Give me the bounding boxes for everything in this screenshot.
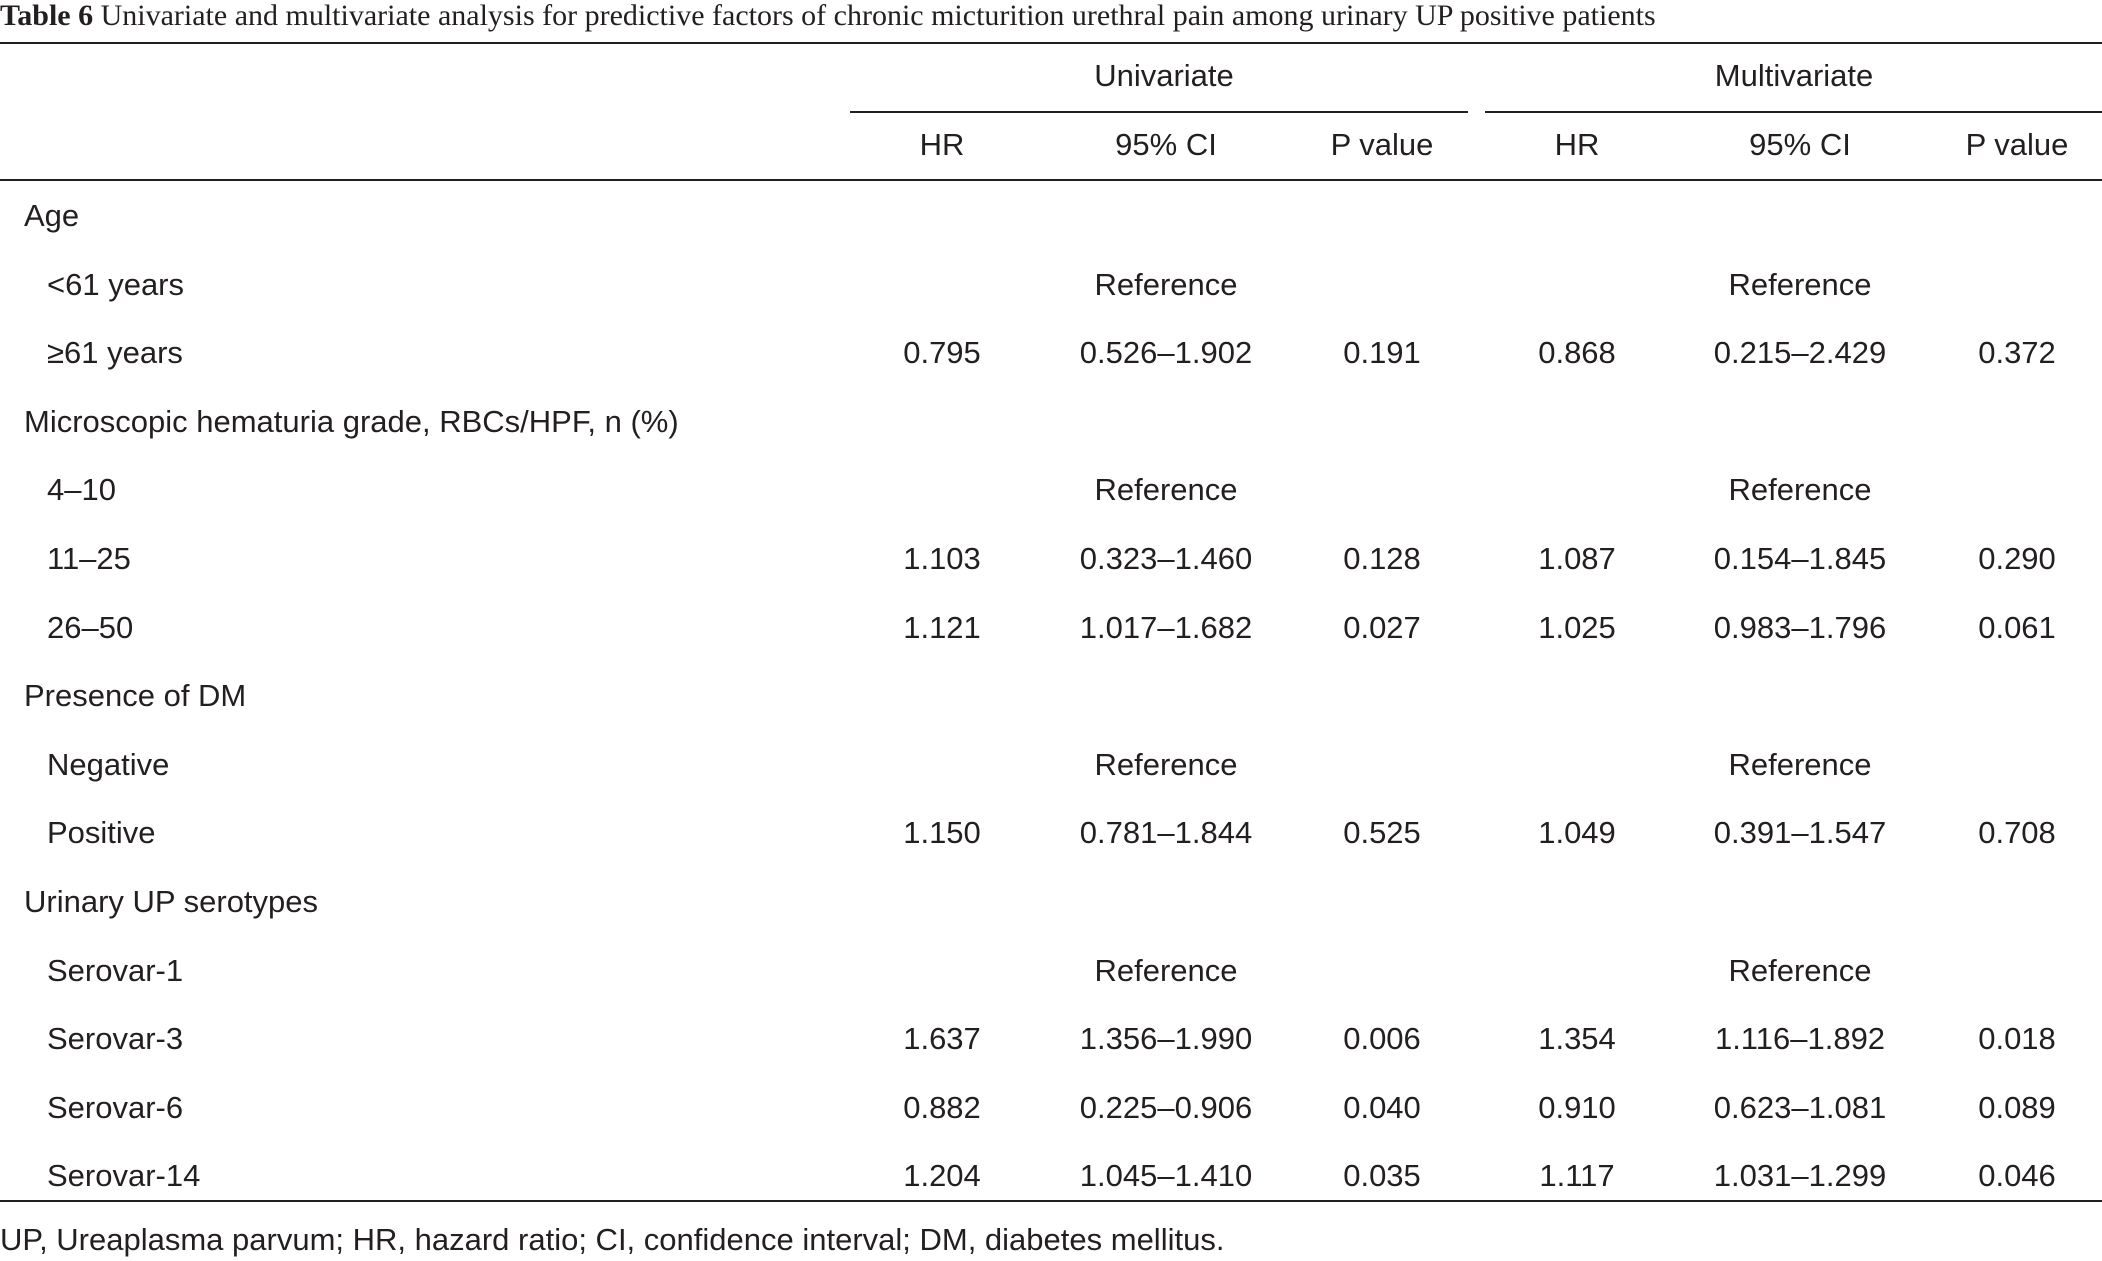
cell-uni-hr: 0.795 <box>903 335 981 370</box>
cell-uni-hr: 1.121 <box>903 610 981 645</box>
cell-uni-hr: 1.637 <box>903 1021 981 1056</box>
category-label: Presence of DM <box>24 678 247 713</box>
cell-multi-p: 0.372 <box>1978 335 2056 370</box>
row-label: 4–10 <box>47 472 116 507</box>
table-bottom-rule <box>0 1200 2102 1202</box>
multivariate-group-header: Multivariate <box>1714 58 1874 93</box>
table-caption-label: Table 6 <box>0 0 94 32</box>
row-label: Serovar-6 <box>47 1090 184 1125</box>
row-label: 26–50 <box>47 610 134 645</box>
category-label: Microscopic hematuria grade, RBCs/HPF, n (%) <box>24 404 679 439</box>
cell-uni-p: 0.128 <box>1343 541 1421 576</box>
row-label: ≥61 years <box>47 335 183 370</box>
cell-uni-ci: 1.017–1.682 <box>1079 610 1253 645</box>
column-header-multi-ci: 95% CI <box>1749 127 1851 162</box>
cell-uni-hr: 1.103 <box>903 541 981 576</box>
univariate-reference-cell: Reference <box>1094 747 1238 782</box>
cell-multi-ci: 0.623–1.081 <box>1713 1090 1887 1125</box>
cell-multi-hr: 1.087 <box>1538 541 1616 576</box>
row-label: <61 years <box>47 267 185 302</box>
row-label: Serovar-1 <box>47 953 184 988</box>
multivariate-reference-cell: Reference <box>1728 953 1872 988</box>
multivariate-reference-cell: Reference <box>1728 267 1872 302</box>
cell-uni-ci: 0.225–0.906 <box>1079 1090 1253 1125</box>
univariate-reference-cell: Reference <box>1094 472 1238 507</box>
univariate-reference-cell: Reference <box>1094 267 1238 302</box>
column-header-multi-hr: HR <box>1554 127 1600 162</box>
cell-multi-ci: 0.983–1.796 <box>1713 610 1887 645</box>
column-header-uni-ci: 95% CI <box>1115 127 1217 162</box>
cell-multi-hr: 0.868 <box>1538 335 1616 370</box>
cell-uni-p: 0.035 <box>1343 1158 1421 1193</box>
cell-uni-p: 0.027 <box>1343 610 1421 645</box>
cell-multi-p: 0.290 <box>1978 541 2056 576</box>
cell-multi-hr: 1.117 <box>1539 1158 1615 1193</box>
univariate-group-header: Univariate <box>1094 58 1234 93</box>
row-label: Serovar-3 <box>47 1021 184 1056</box>
cell-multi-ci: 1.116–1.892 <box>1714 1021 1886 1056</box>
cell-uni-ci: 1.356–1.990 <box>1079 1021 1253 1056</box>
univariate-reference-cell: Reference <box>1094 953 1238 988</box>
table-caption-text: Univariate and multivariate analysis for predictive factors of chronic micturition urethral pain among urinary UP positive patients <box>100 0 1656 32</box>
cell-uni-p: 0.191 <box>1343 335 1421 370</box>
cell-multi-ci: 0.154–1.845 <box>1713 541 1887 576</box>
cell-multi-ci: 1.031–1.299 <box>1713 1158 1887 1193</box>
column-header-multi-p: P value <box>1965 127 2069 162</box>
cell-multi-hr: 1.049 <box>1538 815 1616 850</box>
row-label: 11–25 <box>47 541 131 576</box>
cell-multi-p: 0.061 <box>1978 610 2056 645</box>
category-label: Urinary UP serotypes <box>24 884 319 919</box>
cell-multi-hr: 0.910 <box>1538 1090 1616 1125</box>
cell-uni-ci: 0.323–1.460 <box>1079 541 1253 576</box>
cell-multi-p: 0.089 <box>1978 1090 2056 1125</box>
cell-uni-p: 0.040 <box>1343 1090 1421 1125</box>
column-header-uni-hr: HR <box>919 127 965 162</box>
cell-multi-p: 0.018 <box>1978 1021 2056 1056</box>
row-label: Positive <box>47 815 156 850</box>
cell-multi-hr: 1.025 <box>1538 610 1616 645</box>
cell-uni-hr: 0.882 <box>903 1090 981 1125</box>
cell-multi-p: 0.708 <box>1978 815 2056 850</box>
column-header-uni-p: P value <box>1330 127 1434 162</box>
cell-uni-ci: 0.526–1.902 <box>1079 335 1253 370</box>
cell-uni-p: 0.525 <box>1343 815 1421 850</box>
row-label: Negative <box>47 747 170 782</box>
row-label: Serovar-14 <box>47 1158 201 1193</box>
cell-multi-p: 0.046 <box>1978 1158 2056 1193</box>
cell-multi-ci: 0.391–1.547 <box>1713 815 1887 850</box>
multivariate-reference-cell: Reference <box>1728 747 1872 782</box>
table-footnote: UP, Ureaplasma parvum; HR, hazard ratio; CI, confidence interval; DM, diabetes mellitus. <box>0 1222 1225 1257</box>
cell-multi-hr: 1.354 <box>1538 1021 1616 1056</box>
multivariate-reference-cell: Reference <box>1728 472 1872 507</box>
cell-uni-ci: 1.045–1.410 <box>1079 1158 1253 1193</box>
cell-uni-ci: 0.781–1.844 <box>1079 815 1253 850</box>
cell-uni-p: 0.006 <box>1343 1021 1421 1056</box>
cell-uni-hr: 1.150 <box>903 815 981 850</box>
category-label: Age <box>24 198 80 233</box>
cell-multi-ci: 0.215–2.429 <box>1713 335 1887 370</box>
cell-uni-hr: 1.204 <box>903 1158 981 1193</box>
